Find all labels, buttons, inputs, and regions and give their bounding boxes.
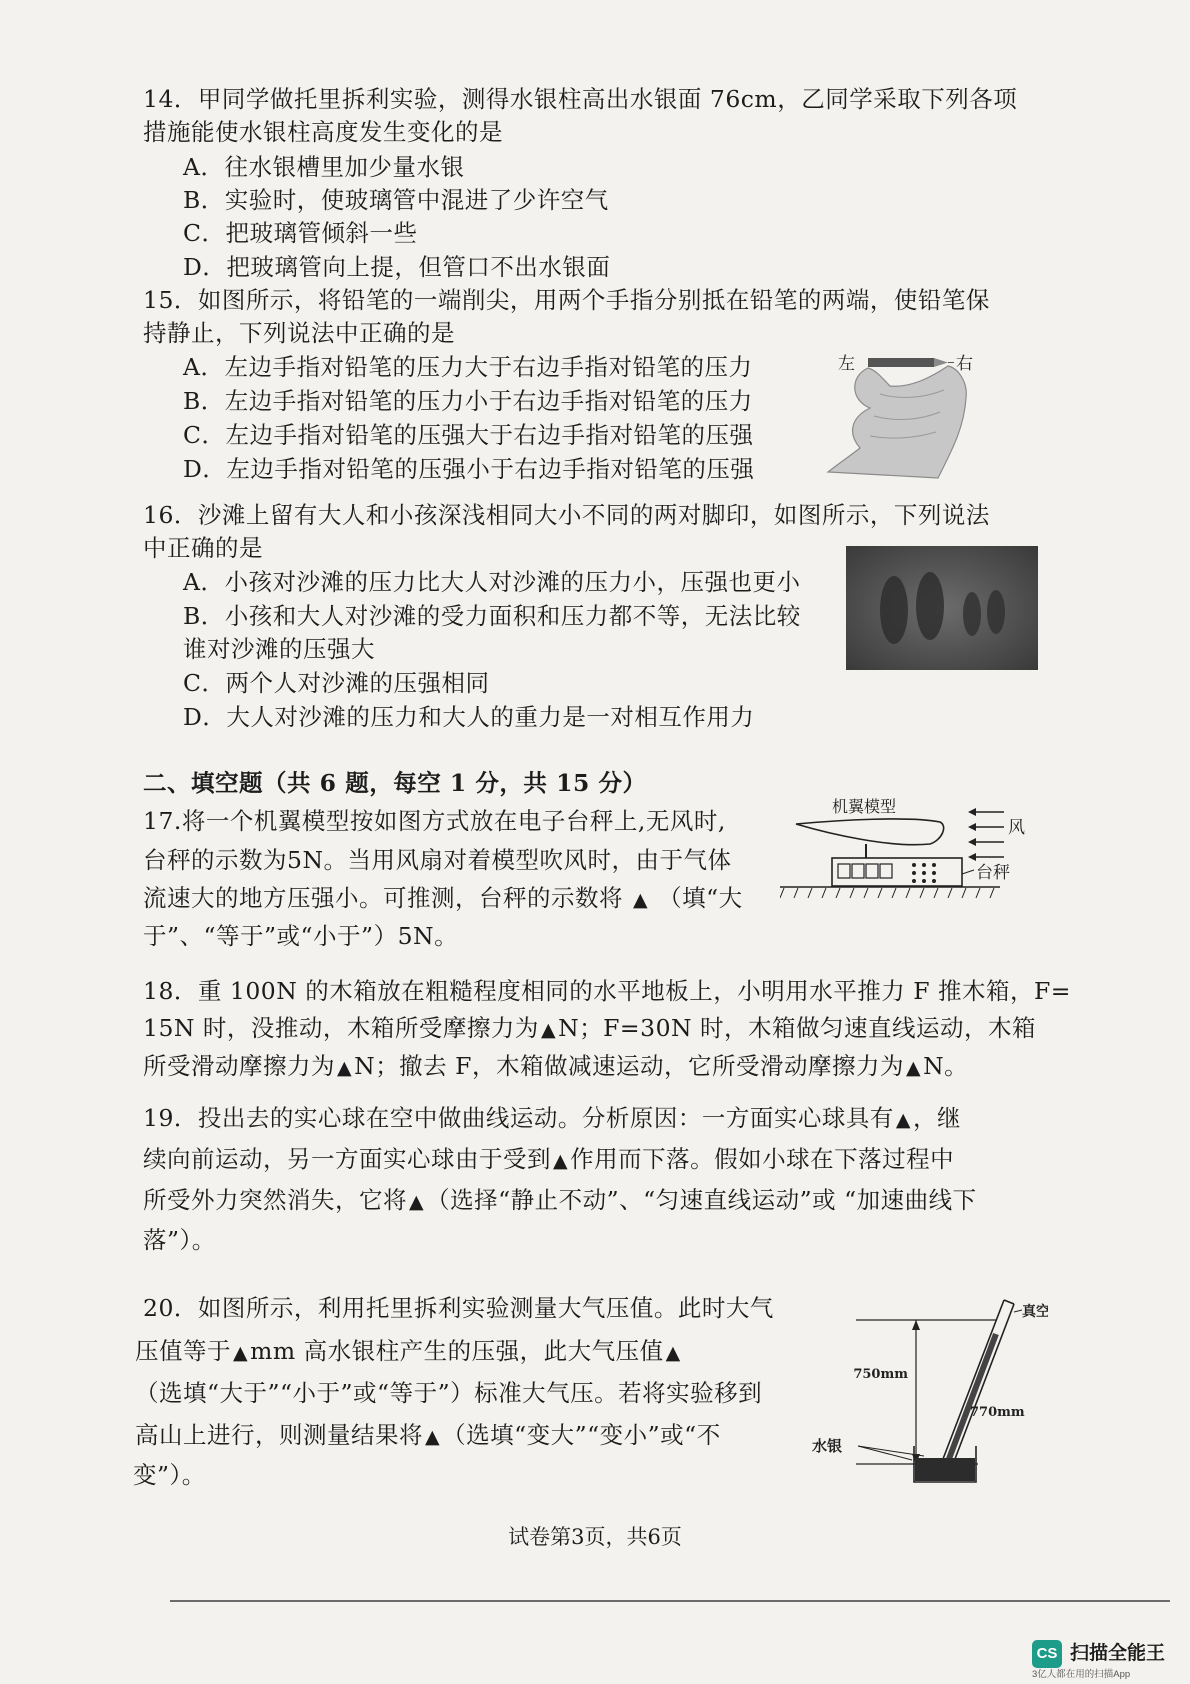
q19-line3-text: 所受外力突然消失，它将 (143, 1186, 407, 1214)
q16-option-b-line2: 谁对沙滩的压强大 (183, 635, 375, 663)
answer-blank: ▲ (553, 1150, 569, 1172)
pencil-hand-figure (820, 338, 980, 480)
q18-line1: 18．重 100N 的木箱放在粗糙程度相同的水平地板上，小明用水平推力 F 推木箱，F= (143, 977, 1071, 1005)
page-footer: 试卷第3页，共6页 (508, 1525, 682, 1549)
q18-line2 (143, 1013, 1036, 1045)
q19-line2 (143, 1144, 954, 1176)
q19-line1-tail: ，继 (913, 1104, 962, 1132)
q19-line1 (143, 1103, 961, 1135)
q20-line2-text: 压值等于 (135, 1337, 231, 1365)
scale-label: 台秤 (976, 863, 1010, 883)
pencil-hand-illustration (820, 338, 980, 480)
q17-line2: 台秤的示数为5N。当用风扇对着模型吹风时，由于气体 (143, 846, 732, 874)
pencil-right-label: 右 (956, 354, 973, 374)
scanner-tagline: 3亿人都在用的扫描App (1032, 1669, 1131, 1680)
q17-line3-text: 流速大的地方压强小。可推测，台秤的示数将 (143, 884, 623, 912)
q19-line1-text: 19．投出去的实心球在空中做曲线运动。分析原因：一方面实心球具有 (143, 1104, 894, 1132)
answer-blank: ▲ (540, 1019, 557, 1041)
q19-line3-tail: （选择“静止不动”、“匀速直线运动”或 “加速曲线下 (426, 1186, 977, 1214)
q17-line3-tail: （填“大 (658, 884, 743, 912)
torricelli-diagram (808, 1296, 1048, 1486)
q19-line2-tail: 作用而下落。假如小球在下落过程中 (570, 1145, 955, 1173)
q20-line4-text: 高山上进行，则测量结果将 (135, 1421, 423, 1449)
q16-option-b-line1: B．小孩和大人对沙滩的受力面积和压力都不等，无法比较 (183, 602, 801, 630)
q20-line2 (135, 1336, 683, 1368)
q17-line3 (143, 883, 743, 915)
q18-line3-tail: N。 (923, 1052, 969, 1080)
answer-blank: ▲ (337, 1057, 353, 1079)
q20-line2-mid: mm 高水银柱产生的压强，此大气压值 (250, 1337, 664, 1365)
answer-blank: ▲ (632, 889, 649, 911)
answer-blank: ▲ (409, 1191, 425, 1213)
q20-line4-tail: （选填“变大”“变小”或“不 (442, 1421, 721, 1449)
wing-scale-figure (780, 794, 1040, 916)
q16-option-c: C．两个人对沙滩的压强相同 (183, 669, 490, 697)
wing-model-label: 机翼模型 (832, 797, 897, 816)
q17-line4: 于”、“等于”或“小于”）5N。 (143, 922, 459, 950)
q14-option-c: C．把玻璃管倾斜一些 (183, 219, 418, 247)
q20-line4 (135, 1420, 721, 1452)
answer-blank: ▲ (665, 1342, 681, 1364)
q20-line3: （选填“大于”“小于”或“等于”）标准大气压。若将实验移到 (135, 1379, 763, 1407)
q14-option-a: A．往水银槽里加少量水银 (183, 153, 465, 181)
q19-line3 (143, 1185, 977, 1217)
bottom-divider (170, 1600, 1170, 1602)
mercury-label: 水银 (812, 1437, 843, 1455)
q15-option-c: C．左边手指对铅笔的压强大于右边手指对铅笔的压强 (183, 421, 754, 449)
vertical-height-label: 750mm (853, 1367, 908, 1382)
scanner-logo-icon: CS (1032, 1640, 1062, 1668)
q16-option-d: D．大人对沙滩的压力和大人的重力是一对相互作用力 (183, 703, 755, 731)
section2-heading: 二、填空题（共 6 题，每空 1 分，共 15 分） (143, 769, 647, 797)
q15-stem-line1: 15．如图所示，将铅笔的一端削尖，用两个手指分别抵在铅笔的两端，使铅笔保 (143, 286, 990, 314)
torricelli-figure (808, 1296, 1048, 1486)
slant-length-label: 770mm (970, 1405, 1025, 1420)
footprints-photo (846, 546, 1038, 670)
vacuum-label: 真空 (1022, 1304, 1048, 1320)
q16-stem-line1: 16．沙滩上留有大人和小孩深浅相同大小不同的两对脚印，如图所示，下列说法 (143, 501, 990, 529)
q14-stem-line1: 14．甲同学做托里拆利实验，测得水银柱高出水银面 76cm，乙同学采取下列各项 (143, 85, 1018, 113)
q16-option-a: A．小孩对沙滩的压力比大人对沙滩的压力小，压强也更小 (183, 568, 801, 596)
q18-line3-mid: N；撤去 F，木箱做减速运动，它所受滑动摩擦力为 (354, 1052, 904, 1080)
q14-stem-line2: 措施能使水银柱高度发生变化的是 (143, 118, 503, 146)
q19-line2-text: 续向前运动，另一方面实心球由于受到 (143, 1145, 551, 1173)
footprints-image (846, 546, 1038, 670)
q18-line2-tail: N；F=30N 时，木箱做匀速直线运动，木箱 (558, 1014, 1037, 1042)
pencil-left-label: 左 (838, 354, 855, 374)
answer-blank: ▲ (233, 1342, 249, 1364)
q15-option-b: B．左边手指对铅笔的压力小于右边手指对铅笔的压力 (183, 387, 753, 415)
q16-stem-line2: 中正确的是 (143, 534, 263, 562)
q20-line1: 20．如图所示，利用托里拆利实验测量大气压值。此时大气 (143, 1294, 774, 1322)
q15-option-a: A．左边手指对铅笔的压力大于右边手指对铅笔的压力 (183, 353, 753, 381)
q20-line5: 变”）。 (133, 1461, 206, 1489)
scanner-watermark (1032, 1640, 1182, 1680)
q19-line4: 落”）。 (143, 1226, 216, 1254)
q14-option-b: B．实验时，使玻璃管中混进了少许空气 (183, 186, 609, 214)
q18-line2-text: 15N 时，没推动，木箱所受摩擦力为 (143, 1014, 539, 1042)
q15-stem-line2: 持静止，下列说法中正确的是 (143, 319, 455, 347)
q18-line3-text: 所受滑动摩擦力为 (143, 1052, 335, 1080)
q14-option-d: D．把玻璃管向上提，但管口不出水银面 (183, 253, 611, 281)
q18-line3 (143, 1051, 968, 1083)
answer-blank: ▲ (895, 1109, 912, 1131)
q15-option-d: D．左边手指对铅笔的压强小于右边手指对铅笔的压强 (183, 455, 755, 483)
answer-blank: ▲ (905, 1057, 922, 1079)
wing-scale-diagram (780, 794, 1040, 916)
q17-line1: 17.将一个机翼模型按如图方式放在电子台秤上,无风时, (143, 807, 726, 835)
answer-blank: ▲ (425, 1426, 441, 1448)
scanner-app-name: 扫描全能王 (1070, 1643, 1166, 1664)
wind-label: 风 (1008, 818, 1025, 838)
